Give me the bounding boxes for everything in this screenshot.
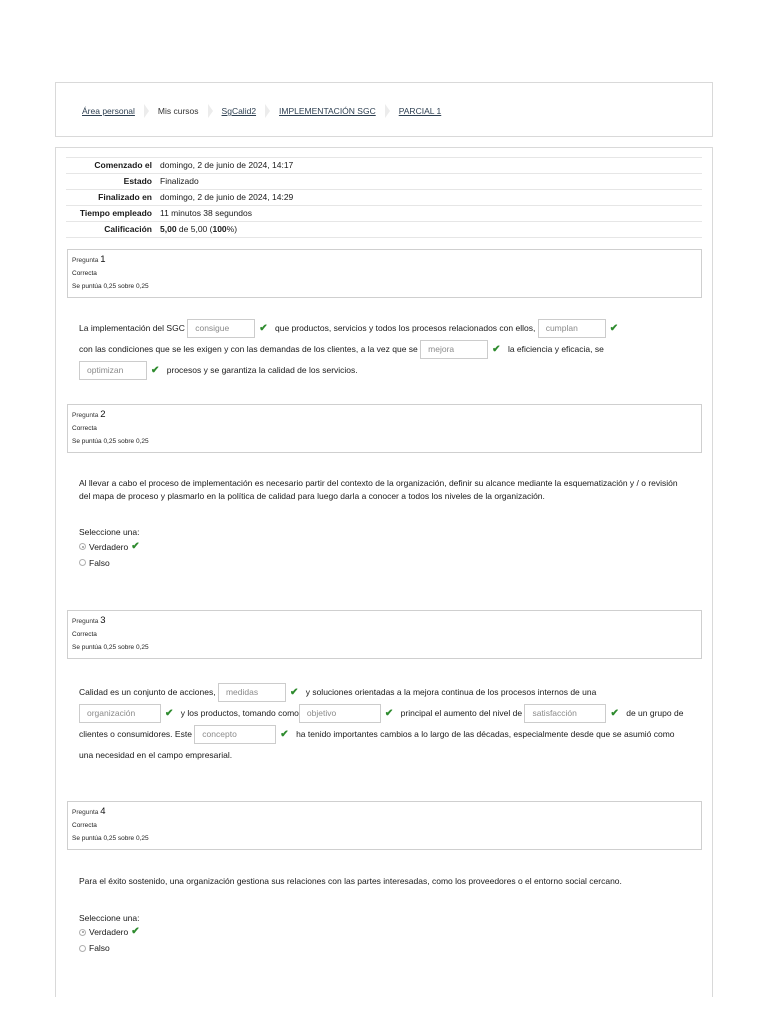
question-score: Se puntúa 0,25 sobre 0,25 xyxy=(72,835,149,842)
text-fragment: que productos, servicios y todos los procesos relacionados con ellos, xyxy=(274,323,536,333)
question-score: Se puntúa 0,25 sobre 0,25 xyxy=(72,438,149,445)
answer-blank[interactable]: satisfacción xyxy=(524,704,606,723)
question-info-1 xyxy=(67,249,702,298)
check-icon: ✔ xyxy=(165,708,174,719)
breadcrumb-mis-cursos[interactable]: Mis cursos xyxy=(157,106,199,116)
summary-value: domingo, 2 de junio de 2024, 14:17 xyxy=(160,160,294,170)
check-icon: ✔ xyxy=(131,926,140,937)
text-fragment: La implementación del SGC xyxy=(79,323,185,333)
grade-percent-suffix: %) xyxy=(226,224,238,234)
summary-row-state xyxy=(66,173,702,189)
breadcrumb-area-personal[interactable]: Área personal xyxy=(82,106,135,116)
check-icon: ✔ xyxy=(151,365,160,376)
attempt-summary-table xyxy=(66,157,702,238)
question-info-3 xyxy=(67,610,702,659)
option-label: Falso xyxy=(89,557,110,568)
breadcrumb-course[interactable]: SgCalid2 xyxy=(221,106,257,116)
option-label: Verdadero xyxy=(89,541,129,552)
summary-row-finished xyxy=(66,189,702,205)
check-icon: ✔ xyxy=(131,540,140,552)
question-text-3 xyxy=(79,682,691,765)
option-true[interactable] xyxy=(79,539,691,555)
breadcrumb xyxy=(82,104,441,118)
summary-label: Tiempo empleado xyxy=(79,208,152,218)
question-prompt: Al llevar a cabo el proceso de implementación es necesario partir del contexto de la organización, definir su alcance mediante la esquematización y / o revisión del mapa de proceso y plasmarlo en la política de calidad para luego darla a conocer a todos los niveles de la organización. xyxy=(79,478,678,501)
summary-value: Finalizado xyxy=(160,176,199,186)
text-fragment: y los productos, tomando como xyxy=(180,708,299,718)
summary-label: Estado xyxy=(123,176,152,186)
option-label: Verdadero xyxy=(89,927,129,937)
question-number: Pregunta 1 xyxy=(72,254,106,265)
text-fragment: de un grupo de clientes o consumidores. Este xyxy=(79,708,684,739)
answer-blank[interactable]: mejora xyxy=(420,340,488,359)
option-false[interactable] xyxy=(79,555,691,571)
summary-row-started xyxy=(66,157,702,173)
text-fragment: la eficiencia y eficacia, se xyxy=(507,344,604,354)
radio-icon[interactable] xyxy=(79,945,86,952)
question-status: Correcta xyxy=(72,270,97,277)
check-icon: ✔ xyxy=(609,323,619,334)
answer-blank[interactable]: concepto xyxy=(194,725,276,744)
text-fragment: principal el aumento del nivel de xyxy=(400,708,523,718)
summary-row-grade xyxy=(66,221,702,238)
summary-value xyxy=(152,222,237,237)
check-icon: ✔ xyxy=(280,729,289,740)
question-info-4 xyxy=(67,801,702,850)
radio-selected-icon[interactable] xyxy=(79,543,86,550)
question-number: Pregunta 3 xyxy=(72,615,106,626)
question-score: Se puntúa 0,25 sobre 0,25 xyxy=(72,283,149,290)
option-label: Falso xyxy=(89,943,110,953)
text-fragment: procesos y se garantiza la calidad de los servicios. xyxy=(166,365,358,375)
question-prompt: Para el éxito sostenido, una organización gestiona sus relaciones con las partes interesadas, como los proveedores o el entorno social cercano. xyxy=(79,876,622,886)
quiz-review-panel xyxy=(55,147,713,997)
breadcrumb-separator-icon xyxy=(385,104,390,118)
question-number: Pregunta 4 xyxy=(72,806,106,817)
summary-value: domingo, 2 de junio de 2024, 14:29 xyxy=(160,192,294,202)
text-fragment: con las condiciones que se les exigen y con las demandas de los clientes, a la vez que se xyxy=(79,344,418,354)
check-icon: ✔ xyxy=(492,344,501,355)
breadcrumb-separator-icon xyxy=(208,104,213,118)
summary-label: Finalizado en xyxy=(98,192,152,202)
summary-value: 11 minutos 38 segundos xyxy=(160,208,252,218)
breadcrumb-separator-icon xyxy=(265,104,270,118)
question-status: Correcta xyxy=(72,822,97,829)
answer-blank[interactable]: organización xyxy=(79,704,161,723)
summary-row-time xyxy=(66,205,702,221)
option-true[interactable] xyxy=(79,924,691,940)
breadcrumb-section[interactable]: IMPLEMENTACIÓN SGC xyxy=(279,106,376,116)
answer-blank[interactable]: optimizan xyxy=(79,361,147,380)
select-label: Seleccione una: xyxy=(79,527,140,537)
question-text-1 xyxy=(79,318,691,381)
grade-max: de 5,00 ( xyxy=(176,224,213,234)
summary-label: Comenzado el xyxy=(94,160,152,170)
question-status: Correcta xyxy=(72,631,97,638)
option-false[interactable] xyxy=(79,940,691,956)
answer-blank[interactable]: cumplan xyxy=(538,319,606,338)
text-fragment: Calidad es un conjunto de acciones, xyxy=(79,687,216,697)
question-text-2 xyxy=(79,477,691,571)
question-text-4 xyxy=(79,875,691,956)
answer-blank[interactable]: objetivo xyxy=(299,704,381,723)
text-fragment: ha tenido importantes cambios a lo largo de las décadas, especialmente desde que se asumió como una necesidad en el campo empresarial. xyxy=(79,729,675,760)
answer-blank[interactable]: medidas xyxy=(218,683,286,702)
check-icon: ✔ xyxy=(289,687,299,698)
breadcrumb-container xyxy=(55,82,713,137)
question-number: Pregunta 2 xyxy=(72,409,106,420)
check-icon: ✔ xyxy=(259,323,268,334)
question-status: Correcta xyxy=(72,425,97,432)
text-fragment: y soluciones orientadas a la mejora continua de los procesos internos de una xyxy=(305,687,597,697)
grade-percent: 100 xyxy=(212,224,227,234)
answer-blank[interactable]: consigue xyxy=(187,319,255,338)
radio-icon[interactable] xyxy=(79,559,86,566)
question-info-2 xyxy=(67,404,702,453)
check-icon: ✔ xyxy=(384,708,394,719)
check-icon: ✔ xyxy=(610,708,619,719)
radio-selected-icon[interactable] xyxy=(79,929,86,936)
breadcrumb-quiz[interactable]: PARCIAL 1 xyxy=(398,106,442,116)
summary-label: Calificación xyxy=(104,224,152,234)
breadcrumb-separator-icon xyxy=(144,104,149,118)
select-label: Seleccione una: xyxy=(79,912,140,923)
grade-value: 5,00 xyxy=(160,224,177,234)
question-score: Se puntúa 0,25 sobre 0,25 xyxy=(72,644,149,651)
